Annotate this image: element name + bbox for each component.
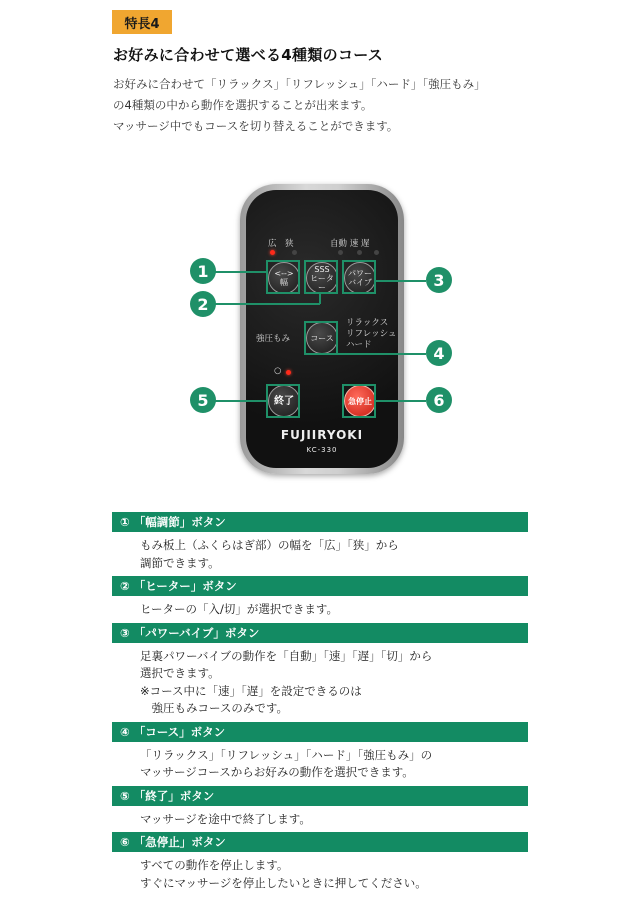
callout-box-3 (342, 260, 376, 294)
speed-led (357, 250, 362, 255)
power-icon: ○ (274, 366, 282, 376)
callout-line (319, 294, 321, 304)
intro-line: お好みに合わせて「リラックス」「リフレッシュ」「ハード」「強圧もみ」 (113, 77, 486, 91)
course-option: ハード (346, 340, 372, 350)
section-body (112, 643, 528, 722)
callout-2: 2 (190, 291, 216, 317)
feature-badge: 特長4 (112, 10, 172, 34)
callout-box-1 (266, 260, 300, 294)
emergency-stop-label: 急停止 (348, 396, 372, 406)
section-line: マッサージを途中で終了します。 (140, 811, 311, 826)
section-line: すべての動作を停止します。 (140, 858, 289, 872)
model-number: KC-330 (306, 446, 338, 454)
section-header: ① 「幅調節」ボタン (112, 512, 528, 532)
section-body (112, 532, 528, 576)
power-vibe-label: パワー (348, 269, 372, 278)
section-header: ③ 「パワーバイブ」ボタン (112, 623, 528, 643)
course-button-label: コース (310, 333, 334, 343)
callout-line (214, 400, 266, 402)
callout-5: 5 (190, 387, 216, 413)
section-body (112, 596, 528, 623)
intro-text (113, 74, 553, 137)
callout-1: 1 (190, 258, 216, 284)
callout-6: 6 (426, 387, 452, 413)
page-title: お好みに合わせて選べる4種類のコース (113, 46, 384, 64)
section-body (112, 806, 528, 833)
button-descriptions (112, 512, 528, 896)
callout-line (214, 303, 320, 305)
section-line: もみ板上（ふくらはぎ部）の幅を「広」「狭」から (140, 538, 399, 552)
end-button-label: 終了 (274, 395, 294, 407)
callout-box-4 (304, 321, 338, 355)
section-body (112, 742, 528, 786)
section-header: ② 「ヒーター」ボタン (112, 576, 528, 596)
section-header: ④ 「コース」ボタン (112, 722, 528, 742)
course-option: リフレッシュ (346, 329, 397, 339)
section-line: ※コース中に「速」「遅」を設定できるのは (140, 683, 362, 698)
width-label: 広 狭 (268, 239, 294, 249)
section-line: すぐにマッサージを停止したいときに押してください。 (140, 875, 427, 890)
section-line: 足裏パワーバイブの動作を「自動」「速」「遅」「切」から (140, 648, 433, 663)
brand-logo: FUJIIRYOKI (280, 428, 364, 442)
remote-illustration (0, 170, 640, 490)
callout-3: 3 (426, 267, 452, 293)
section-line: マッサージコースからお好みの動作を選択できます。 (140, 765, 414, 779)
course-hard-press-label: 強圧もみ (256, 334, 291, 344)
callout-4: 4 (426, 340, 452, 366)
section-line: 選択できます。 (140, 666, 220, 680)
heater-button-label: ヒーター (310, 273, 334, 292)
callout-box-2 (304, 260, 338, 294)
intro-line: の4種類の中から動作を選択することが出来ます。 (113, 98, 373, 112)
callout-line (376, 400, 426, 402)
section-line: 「リラックス」「リフレッシュ」「ハード」「強圧もみ」の (140, 747, 433, 762)
speed-led (338, 250, 343, 255)
course-options-label (346, 318, 396, 351)
speed-led (374, 250, 379, 255)
section-body (112, 852, 528, 896)
power-vibe-label: バイブ (348, 278, 372, 287)
power-led (286, 370, 291, 375)
width-led (292, 250, 297, 255)
width-button-label: 幅 (280, 278, 288, 287)
speed-label: 自動 速 遅 (330, 239, 370, 249)
width-led (270, 250, 275, 255)
section-header: ⑥ 「急停止」ボタン (112, 832, 528, 852)
section-line: 強圧もみコースのみです。 (140, 701, 289, 715)
section-line: 調節できます。 (140, 555, 220, 570)
callout-line (376, 280, 426, 282)
callout-line (214, 271, 266, 273)
section-line: ヒーターの「入/切」が選択できます。 (140, 602, 338, 616)
width-arrow-icon: <--> (274, 269, 294, 278)
callout-box-6 (342, 384, 376, 418)
callout-line (338, 353, 426, 355)
heater-icon: SSS (314, 264, 330, 274)
intro-line: マッサージ中でもコースを切り替えることができます。 (113, 119, 399, 133)
course-option: リラックス (346, 318, 389, 328)
callout-box-5 (266, 384, 300, 418)
section-header: ⑤ 「終了」ボタン (112, 786, 528, 806)
